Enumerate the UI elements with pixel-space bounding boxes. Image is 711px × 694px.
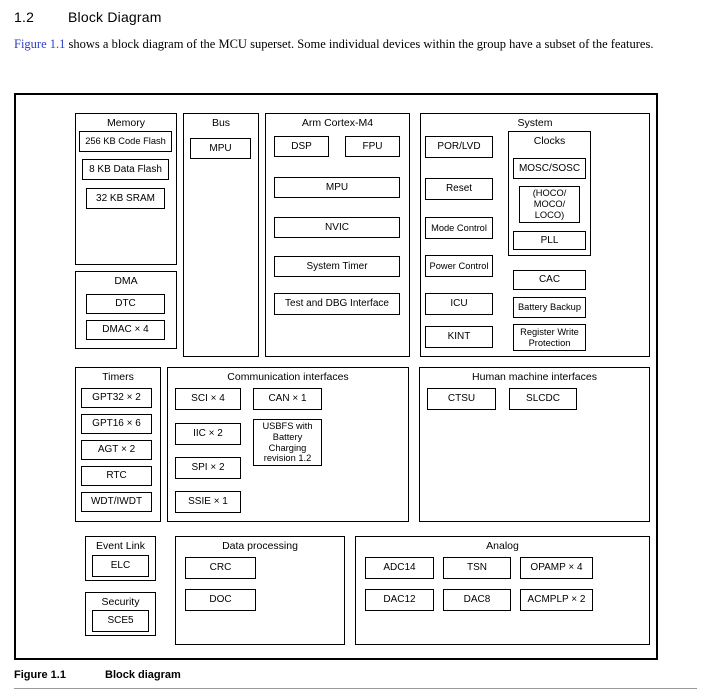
block-gpt16: GPT16 × 6 <box>81 414 152 434</box>
block-ctsu: CTSU <box>427 388 496 410</box>
group-bus-title: Bus <box>211 117 231 129</box>
block-adc14: ADC14 <box>365 557 434 579</box>
block-spi: SPI × 2 <box>175 457 241 479</box>
block-mode-control: Mode Control <box>425 217 493 239</box>
intro-text: shows a block diagram of the MCU superset. Some individual devices within the group have a subset of the features. <box>65 37 654 51</box>
group-cortex-title: Arm Cortex-M4 <box>301 117 374 129</box>
group-analog-title: Analog <box>486 540 519 552</box>
group-timers-title: Timers <box>102 371 134 383</box>
block-sram: 32 KB SRAM <box>86 188 165 209</box>
block-usbfs: USBFS with Battery Charging revision 1.2 <box>253 419 322 466</box>
block-doc: DOC <box>185 589 256 611</box>
block-rtc: RTC <box>81 466 152 486</box>
block-dmac: DMAC × 4 <box>86 320 165 340</box>
block-kint: KINT <box>425 326 493 348</box>
block-nvic: NVIC <box>274 217 400 238</box>
block-sce5: SCE5 <box>92 610 149 632</box>
block-dac8: DAC8 <box>443 589 511 611</box>
group-clocks-title: Clocks <box>533 135 566 147</box>
block-opamp: OPAMP × 4 <box>520 557 593 579</box>
block-code-flash: 256 KB Code Flash <box>79 131 172 152</box>
group-security-title: Security <box>101 596 140 608</box>
caption-label: Figure 1.1 <box>14 669 66 681</box>
block-ssie: SSIE × 1 <box>175 491 241 513</box>
block-gpt32: GPT32 × 2 <box>81 388 152 408</box>
block-mosc-sosc: MOSC/SOSC <box>513 158 586 179</box>
section-title: Block Diagram <box>68 9 162 25</box>
block-dac12: DAC12 <box>365 589 434 611</box>
caption-title: Block diagram <box>105 669 181 681</box>
block-cortex-mpu: MPU <box>274 177 400 198</box>
block-register-write-protection: Register Write Protection <box>513 324 586 351</box>
block-data-flash: 8 KB Data Flash <box>82 159 169 180</box>
block-test-dbg-interface: Test and DBG Interface <box>274 293 400 315</box>
block-acmplp: ACMPLP × 2 <box>520 589 593 611</box>
group-data-processing-title: Data processing <box>222 540 298 552</box>
block-iic: IIC × 2 <box>175 423 241 445</box>
block-sci: SCI × 4 <box>175 388 241 410</box>
block-crc: CRC <box>185 557 256 579</box>
figure-reference-link[interactable]: Figure 1.1 <box>14 37 66 51</box>
group-communication-title: Communication interfaces <box>227 371 349 383</box>
block-diagram <box>14 93 658 660</box>
group-event-link-title: Event Link <box>95 540 146 552</box>
block-agt: AGT × 2 <box>81 440 152 460</box>
section-heading <box>14 9 162 25</box>
block-slcdc: SLCDC <box>509 388 577 410</box>
block-fpu: FPU <box>345 136 400 157</box>
block-tsn: TSN <box>443 557 511 579</box>
figure-caption <box>14 669 181 681</box>
section-number: 1.2 <box>14 9 35 25</box>
block-reset: Reset <box>425 178 493 200</box>
block-dsp: DSP <box>274 136 329 157</box>
block-can: CAN × 1 <box>253 388 322 410</box>
block-hoco-moco-loco: (HOCO/ MOCO/ LOCO) <box>519 186 580 223</box>
group-memory-title: Memory <box>107 117 145 129</box>
block-cac: CAC <box>513 270 586 290</box>
block-power-control: Power Control <box>425 255 493 277</box>
block-icu: ICU <box>425 293 493 315</box>
group-system-title: System <box>517 117 553 129</box>
block-bus-mpu: MPU <box>190 138 251 159</box>
intro-paragraph <box>14 36 669 53</box>
group-hmi-title: Human machine interfaces <box>472 371 597 383</box>
block-system-timer: System Timer <box>274 256 400 277</box>
footer-divider <box>14 688 697 689</box>
block-por-lvd: POR/LVD <box>425 136 493 158</box>
block-dtc: DTC <box>86 294 165 314</box>
block-battery-backup: Battery Backup <box>513 297 586 318</box>
group-dma-title: DMA <box>114 275 138 287</box>
block-pll: PLL <box>513 231 586 250</box>
block-elc: ELC <box>92 555 149 577</box>
block-wdt-iwdt: WDT/IWDT <box>81 492 152 512</box>
